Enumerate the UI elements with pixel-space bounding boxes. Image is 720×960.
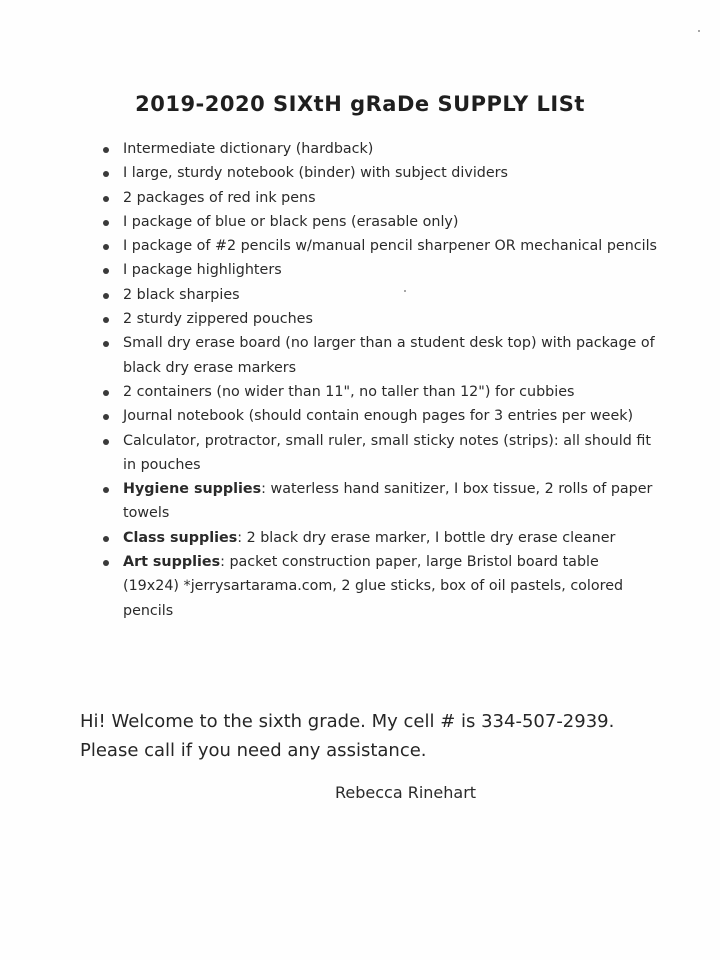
bullet-icon [103,171,109,177]
supply-item-text: Small dry erase board (no larger than a student desk top) with package of black dry erase markers [123,335,655,376]
supply-list-item [103,258,658,282]
bullet-icon [103,220,109,226]
supply-item-text: I large, sturdy notebook (binder) with subject dividers [123,165,508,182]
bullet-icon [103,341,109,347]
welcome-message [80,707,680,765]
bullet-icon [103,414,109,420]
teacher-signature: Rebecca Rinehart [335,783,477,802]
supply-category-label: Art supplies [123,554,221,571]
supply-item-text: Calculator, protractor, small ruler, small sticky notes (strips): all should fit in pouches [123,432,652,473]
bullet-icon [103,147,109,153]
supply-item-text: : 2 black dry erase marker, I bottle dry erase cleaner [237,529,616,546]
supply-item-text: 2 sturdy zippered pouches [123,311,313,328]
supply-item-text: 2 black sharpies [123,286,240,303]
supply-item-text: I package of #2 pencils w/manual pencil sharpener OR mechanical pencils [123,238,658,255]
supply-item-text: : waterless hand sanitizer, I box tissue, 2 rolls of paper towels [123,481,653,522]
bullet-icon [103,196,109,202]
bullet-icon [103,536,109,542]
supply-list-item [103,234,658,258]
supply-list-item [103,283,658,307]
supply-item-text: I package highlighters [123,262,282,279]
supply-list-item [103,186,658,210]
bullet-icon [103,390,109,396]
supply-item-text: 2 packages of red ink pens [123,189,316,206]
supply-item-text: : packet construction paper, large Bristol board table (19x24) *jerrysartarama.com, 2 glue sticks, box of oil pastels, colored pencils [123,554,624,619]
supply-list [103,137,658,623]
supply-item-text: Intermediate dictionary (hardback) [123,141,374,157]
bullet-icon [103,293,109,299]
supply-list-item [103,526,658,550]
supply-list-item [103,307,658,331]
bullet-icon [103,317,109,323]
supply-category-label: Hygiene supplies [123,481,262,498]
bullet-icon [103,560,109,566]
supply-list-item [103,137,658,161]
supply-list-item [103,380,658,404]
supply-list-item [103,210,658,234]
supply-list-item [103,429,658,478]
supply-item-text: 2 containers (no wider than 11", no taller than 12") for cubbies [123,383,575,400]
supply-list-item [103,331,658,380]
supply-list-item [103,550,658,623]
page-title: 2019-2020 SIXtH gRaDe SUPPLY LISt [135,92,585,116]
welcome-line-2: Please call if you need any assistance. [80,740,427,761]
bullet-icon [103,487,109,493]
bullet-icon [103,439,109,445]
scan-speck [404,290,406,292]
bullet-icon [103,244,109,250]
scan-speck [698,30,700,32]
supply-item-text: Journal notebook (should contain enough pages for 3 entries per week) [123,408,634,425]
bullet-icon [103,268,109,274]
supply-list-item [103,404,658,428]
welcome-line-1: Hi! Welcome to the sixth grade. My cell # is 334-507-2939. [80,711,615,732]
supply-list-item [103,477,658,526]
supply-item-text: I package of blue or black pens (erasable only) [123,213,459,230]
supply-category-label: Class supplies [123,529,238,546]
supply-list-item [103,161,658,185]
